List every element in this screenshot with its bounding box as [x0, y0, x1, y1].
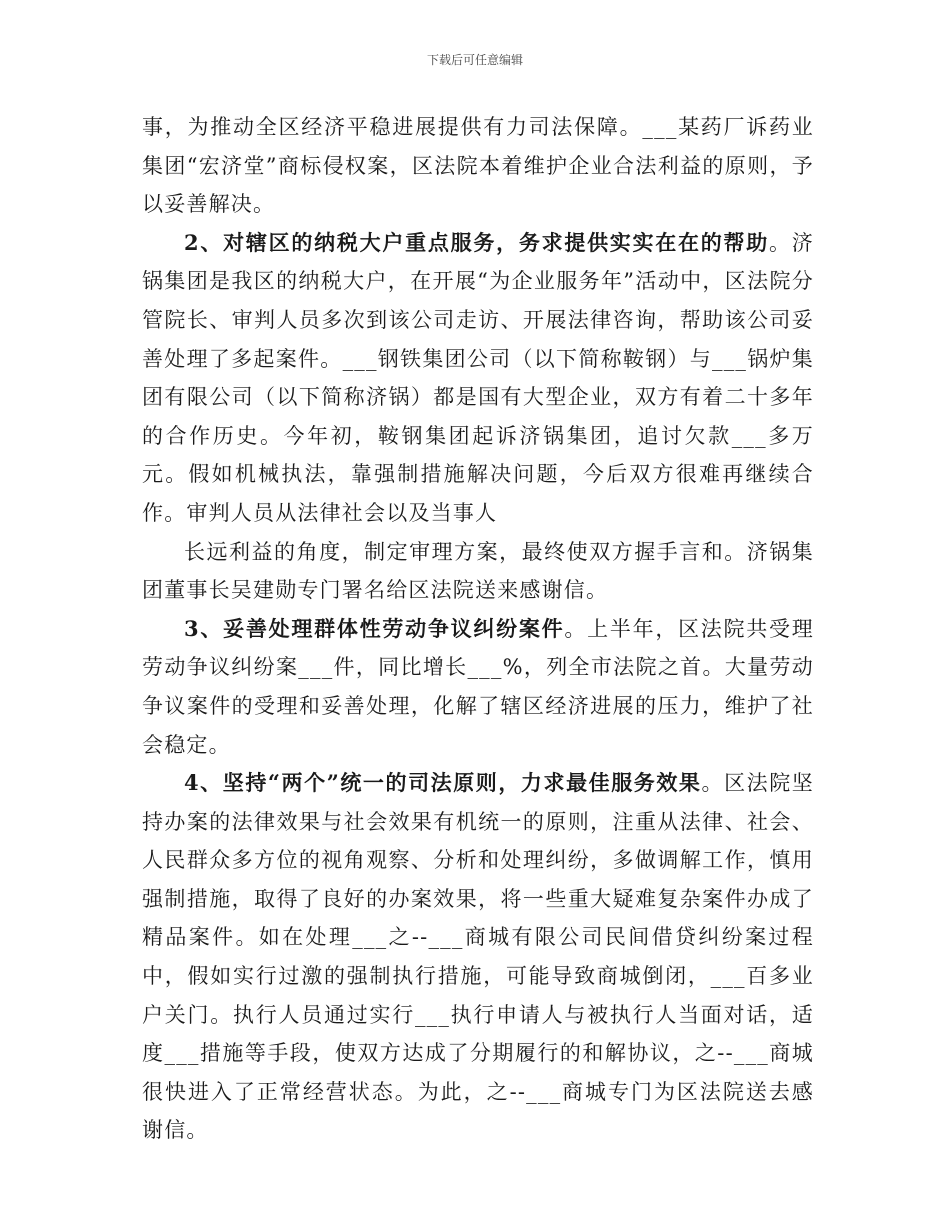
document-body	[142, 108, 814, 1150]
paragraph-heading: 3、妥善处理群体性劳动争议纠纷案件	[184, 615, 565, 641]
paragraph-text: 长远利益的角度，制定审理方案，最终使双方握手言和。济锅集团董事长吴建勋专门署名给区法院送来感谢信。	[142, 539, 814, 603]
paragraph-4	[142, 764, 814, 1150]
paragraph-2	[142, 224, 814, 533]
paragraph-3	[142, 610, 814, 764]
paragraph-heading: 2、对辖区的纳税大户重点服务，务求提供实实在在的帮助	[184, 229, 770, 255]
paragraph-text: 。上半年，区法院共受理劳动争议纠纷案___件，同比增长___%，列全市法院之首。大量劳动争议案件的受理和妥善处理，化解了辖区经济进展的压力，维护了社会稳定。	[142, 616, 815, 757]
paragraph-text: 事，为推动全区经济平稳进展提供有力司法保障。___某药厂诉药业集团“宏济堂”商标侵权案，区法院本着维护企业合法利益的原则，予以妥善解决。	[142, 115, 814, 217]
paragraph-2-continued	[142, 533, 814, 610]
page-header: 下载后可任意编辑	[426, 53, 523, 67]
paragraph-continuation	[142, 108, 814, 224]
paragraph-text: 。济锅集团是我区的纳税大户，在开展“为企业服务年”活动中，区法院分管院长、审判人员多次到该公司走访、开展法律咨询，帮助该公司妥善处理了多起案件。___钢铁集团公司（以下简称鞍钢）与___锅炉集团有限公司（以下简称济锅）都是国有大型企业，双方有着二十多年的合作历史。今年初，鞍钢集团起诉济锅集团，追讨欠款___多万元。假如机械执法，靠强制措施解决问题，今后双方很难再继续合作。审判人员从法律社会以及当事人	[142, 230, 814, 525]
paragraph-text: 。区法院坚持办案的法律效果与社会效果有机统一的原则，注重从法律、社会、人民群众多方位的视角观察、分析和处理纠纷，多做调解工作，慎用强制措施，取得了良好的办案效果，将一些重大疑难复杂案件办成了精品案件。如在处理___之--___商城有限公司民间借贷纠纷案过程中，假如实行过激的强制执行措施，可能导致商城倒闭，___百多业户关门。执行人员通过实行___执行申请人与被执行人当面对话，适度___措施等手段，使双方达成了分期履行的和解协议，之--___商城很快进入了正常经营状态。为此，之--___商城专门为区法院送去感谢信。	[142, 771, 815, 1143]
paragraph-heading: 4、坚持“两个”统一的司法原则，力求最佳服务效果	[184, 770, 702, 796]
